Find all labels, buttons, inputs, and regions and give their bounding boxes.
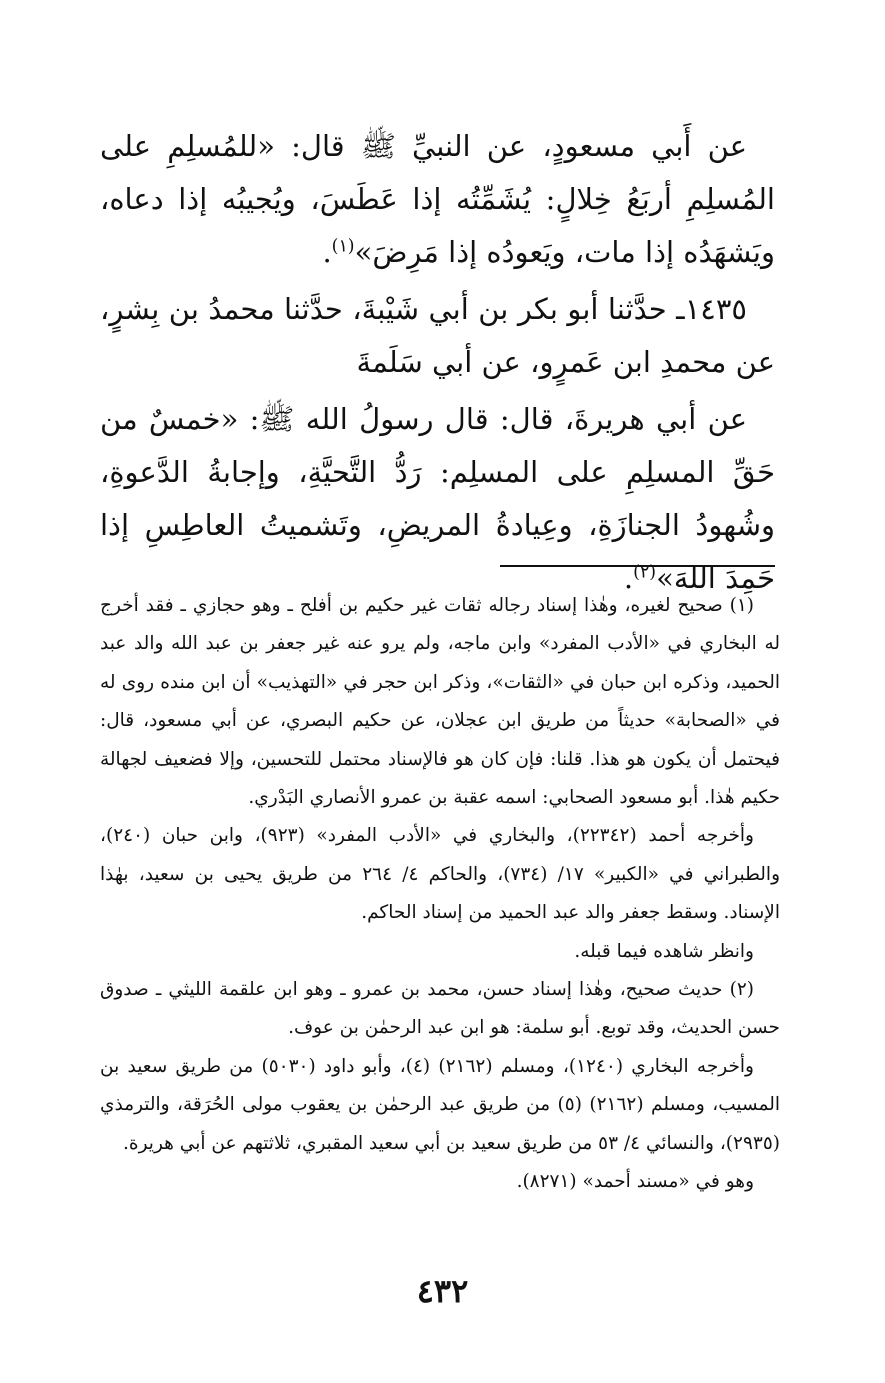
footnote-2-text: (٢) حديث صحيح، وهٰذا إسناد حسن، محمد بن عمرو ـ وهو ابن علقمة الليثي ـ صدوق حسن الحديث، وقد توبع. أبو سلمة: هو ابن عبد الرحمٰن بن عوف. xyxy=(100,979,780,1039)
footnotes xyxy=(100,587,780,1202)
footnote-1-text: (١) صحيح لغيره، وهٰذا إسناد رجاله ثقات غير حكيم بن أفلح ـ وهو حجازي ـ فقد أخرج له البخاري في «الأدب المفرد» وابن ماجه، ولم يرو عنه غير جعفر بن عبد الله والد عبد الحميد، وذكره ابن حبان في «الثقات»، وذكر ابن حجر في «التهذيب» أن ابن منده روى له في «الصحابة» حديثاً من طريق ابن عجلان، عن حكيم البصري، عن أبي مسعود، قال: فيحتمل أن يكون هو هذا. قلنا: فإن كان هو فالإسناد محتمل للتحسين، وإلا فضعيف لجهالة حكيم هٰذا. أبو مسعود الصحابي: اسمه عقبة بن عمرو الأنصاري البَدْري. xyxy=(100,595,780,809)
page-number: ٤٣٢ xyxy=(416,1272,469,1310)
hadith-1435-matn: عن أبي هريرةَ، قال: قال رسولُ الله ﷺ: «خمسٌ من حَقِّ المسلِمِ على المسلِم: رَدُّ التَّحيَّةِ، وإجابةُ الدَّعوةِ، وشُهودُ الجنازَةِ، وعِيادةُ المريضِ، وتَشميتُ العاطِسِ إذا حَمِدَ اللهَ»$^{(٢)}$. xyxy=(100,402,775,595)
footnote-2-takhrij: وأخرجه البخاري (١٢٤٠)، ومسلم (٢١٦٢) (٤)، وأبو داود (٥٠٣٠) من طريق سعيد بن المسيب، ومسلم (٢١٦٢) (٥) من طريق عبد الرحمٰن بن يعقوب مولى الحُرَقة، والترمذي (٢٩٣٥)، والنسائي ٤/ ٥٣ من طريق سعيد بن أبي سعيد المقبري، ثلاثتهم عن أبي هريرة. xyxy=(100,1055,780,1154)
footnote-1-see-also: وانظر شاهده فيما قبله. xyxy=(574,940,754,962)
main-text xyxy=(100,120,775,605)
footnote-ref-1: (١) xyxy=(331,236,355,257)
hadith-1435-matn-prev: عن أَبي مسعودٍ، عن النبيِّ ﷺ قال: «للمُسلِمِ على المُسلِمِ أربَعُ خِلالٍ: يُشَمِّتُه إذا عَطَسَ، ويُجيبُه إذا دعاه، ويَشهَدُه إذا مات، ويَعودُه إذا مَرِضَ»$^{(١)}$. xyxy=(100,129,775,269)
footnote-2-musnad: وهو في «مسند أحمد» (٨٢٧١). xyxy=(516,1171,754,1193)
footnote-ref-2: (٢) xyxy=(633,562,657,583)
hadith-number-1435-isnad: ١٤٣٥ـ حدَّثنا أبو بكر بن أبي شَيْبةَ، حدَّثنا محمدُ بن بِشرٍ، عن محمدِ ابن عَمرٍو، عن أبي سَلَمةَ xyxy=(100,292,775,379)
footnote-1-takhrij: وأخرجه أحمد (٢٢٣٤٢)، والبخاري في «الأدب المفرد» (٩٢٣)، وابن حبان (٢٤٠)، والطبراني في «الكبير» ١٧/ (٧٣٤)، والحاكم ٤/ ٢٦٤ من طريق يحيى بن سعيد، بهٰذا الإسناد. وسقط جعفر والد عبد الحميد من إسناد الحاكم. xyxy=(100,825,781,924)
footnote-separator xyxy=(500,565,775,567)
